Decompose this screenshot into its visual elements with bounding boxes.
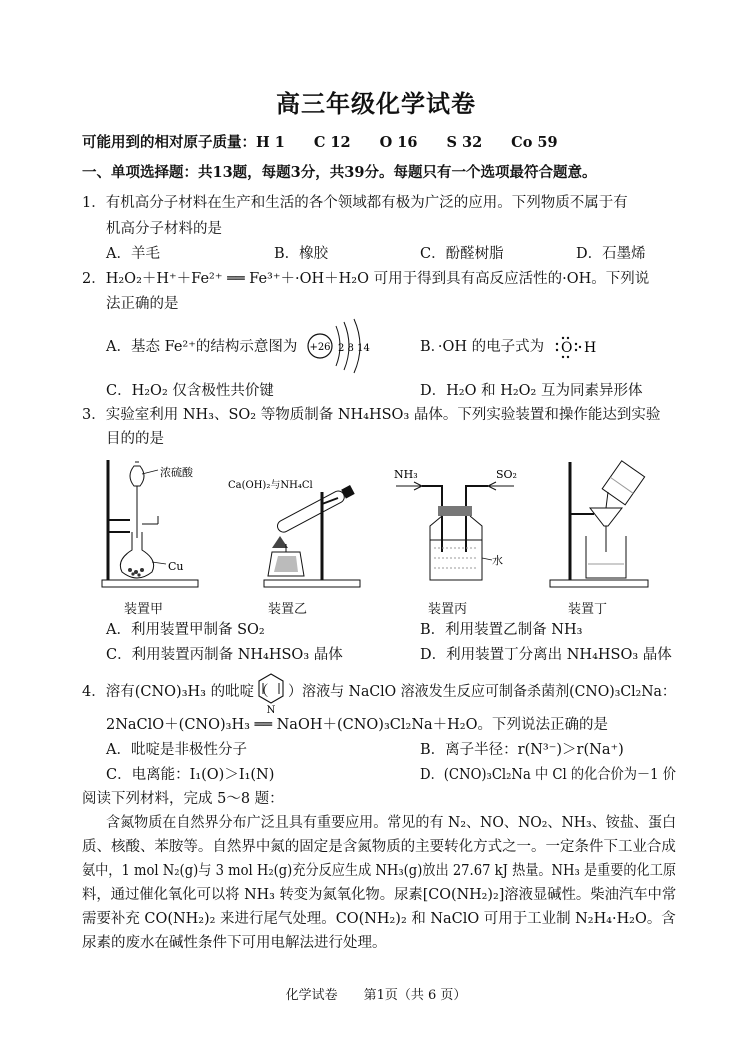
q1-stem-line2: 机高分子材料的是	[106, 221, 222, 237]
q3-option-d: D．利用装置丁分离出 NH₄HSO₃ 晶体	[420, 647, 672, 663]
q1-option-a: A．羊毛	[106, 246, 160, 262]
apparatus-bing	[386, 462, 526, 592]
q4-option-c: C．电离能：I₁(O)＞I₁(N)	[106, 767, 275, 783]
nucleus-charge: +26	[309, 342, 331, 353]
label-reagents: Ca(OH)₂与NH₄Cl	[228, 480, 313, 491]
caption-apparatus-yi: 装置乙	[268, 602, 308, 617]
apparatus-yi	[228, 452, 368, 592]
page-footer: 化学试卷 第1页（共 6 页）	[285, 988, 467, 1003]
reading-line-3: 氨中，1 mol N₂(g)与 3 mol H₂(g)充分反应生成 NH₃(g)放出 27.67 kJ 热量。NH₃ 是重要的化工原	[82, 863, 677, 879]
reading-line-4: 料，通过催化氧化可以将 NH₃ 转变为氮氧化物。尿素[CO(NH₂)₂]溶液显碱性。柴油汽车中常	[82, 887, 677, 903]
q2-option-d: D．H₂O 和 H₂O₂ 互为同素异形体	[420, 383, 643, 399]
q4-option-b: B．离子半径：r(N³⁻)＞r(Na⁺)	[420, 742, 624, 758]
q4-option-a: A．吡啶是非极性分子	[106, 742, 247, 758]
label-conc-acid: 浓硫酸	[160, 466, 193, 479]
reading-line-6: 尿素的废水在碱性条件下可用电解法进行处理。	[82, 935, 387, 951]
q1-option-d: D．石墨烯	[576, 246, 646, 262]
q4-equation: 2NaClO＋(CNO)₃H₃ ══ NaOH＋(CNO)₃Cl₂Na＋H₂O。下列说法正确的是	[106, 717, 608, 733]
atomic-masses: 可能用到的相对原子质量：H 1 C 12 O 16 S 32 Co 59	[82, 134, 558, 151]
q2-option-a: A．基态 Fe²⁺的结构示意图为	[106, 339, 298, 355]
caption-apparatus-jia: 装置甲	[124, 602, 164, 617]
label-nh3: NH₃	[394, 468, 418, 481]
reading-line-2: 质、核酸、苯胺等。自然界中氮的固定是含氮物质的主要转化方式之一。一定条件下工业合成	[82, 839, 676, 855]
label-so2: SO₂	[496, 468, 517, 481]
caption-apparatus-bing: 装置丙	[428, 602, 468, 617]
q3-option-b: B．利用装置乙制备 NH₃	[420, 622, 583, 638]
section-header: 一、单项选择题：共13题，每题3分，共39分。每题只有一个选项最符合题意。	[82, 164, 597, 181]
apparatus-jia	[96, 452, 206, 592]
page-title: 高三年级化学试卷	[276, 89, 476, 118]
q2-option-c: C．H₂O₂ 仅含极性共价键	[106, 383, 274, 399]
q4-stem-part2: ）溶液与 NaClO 溶液发生反应可制备杀菌剂(CNO)₃Cl₂Na：	[288, 684, 676, 700]
q2-stem-line2: 法正确的是	[106, 296, 179, 312]
shell-electrons: 2 8 14	[338, 343, 370, 354]
q1-stem-line1: 1．有机高分子材料在生产和生活的各个领域都有极为广泛的应用。下列物质不属于有	[82, 195, 628, 211]
label-cu: Cu	[168, 560, 184, 573]
q3-stem-line2: 目的的是	[106, 431, 164, 447]
reading-intro: 阅读下列材料，完成 5～8 题：	[82, 791, 284, 807]
q4-option-d: D．(CNO)₃Cl₂Na 中 Cl 的化合价为－1 价	[420, 767, 676, 783]
q1-option-c: C．酚醛树脂	[420, 246, 504, 262]
q2-stem-line1: 2．H₂O₂＋H⁺＋Fe²⁺ ══ Fe³⁺＋·OH＋H₂O 可用于得到具有高反应活性的·OH。下列说	[82, 271, 650, 287]
apparatus-ding	[546, 452, 656, 592]
hydrogen-symbol: H	[584, 340, 597, 356]
q3-option-c: C．利用装置丙制备 NH₄HSO₃ 晶体	[106, 647, 343, 663]
pyridine-structure	[256, 670, 286, 714]
q3-option-a: A．利用装置甲制备 SO₂	[106, 622, 265, 638]
q2-option-b: B．·OH 的电子式为	[420, 339, 545, 355]
oxygen-symbol: O	[561, 340, 573, 356]
pyridine-nitrogen: N	[266, 705, 276, 714]
q3-stem-line1: 3．实验室利用 NH₃、SO₂ 等物质制备 NH₄HSO₃ 晶体。下列实验装置和操作能达到实验	[82, 407, 661, 423]
label-water: 水	[492, 554, 503, 567]
q4-stem-part1: 4．溶有(CNO)₃H₃ 的吡啶（	[82, 684, 269, 700]
caption-apparatus-ding: 装置丁	[568, 602, 608, 617]
fe-ion-structure-diagram	[304, 318, 384, 374]
q1-option-b: B．橡胶	[274, 246, 329, 262]
reading-line-1: 含氮物质在自然界分布广泛且具有重要应用。常见的有 N₂、NO、NO₂、NH₃、铵盐、蛋白	[106, 815, 677, 831]
reading-line-5: 需要补充 CO(NH₂)₂ 来进行尾气处理。CO(NH₂)₂ 和 NaClO 可用于工业制 N₂H₄·H₂O。含	[82, 911, 676, 927]
hydroxyl-electron-formula	[555, 334, 603, 360]
